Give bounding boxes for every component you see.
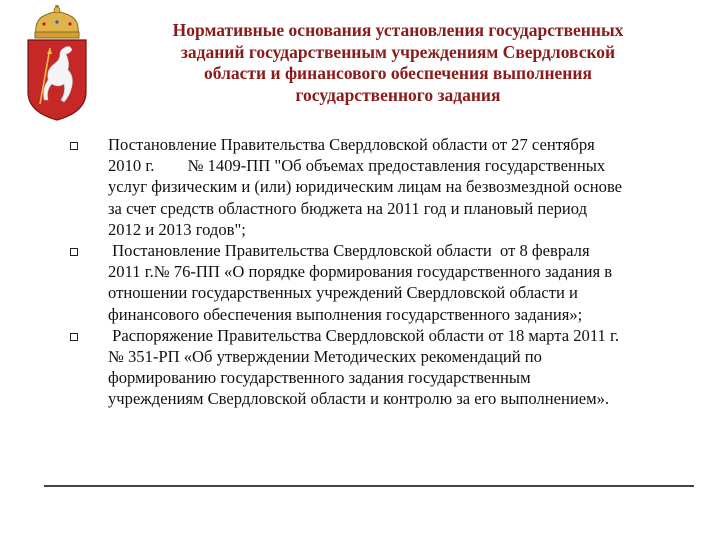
crown-icon	[35, 5, 79, 38]
text-line: формированию государственного задания государственным	[108, 368, 531, 388]
text-line: учреждениям Свердловской области и контролю за его выполнением».	[108, 389, 610, 409]
title-line: государственного задания	[295, 84, 501, 105]
list-item-text	[108, 325, 683, 410]
text-line: 2011 г.№ 76-ПП «О порядке формирования государственного задания в	[108, 262, 613, 282]
text-line: услуг физическим и (или) юридическим лицам на безвозмездной основе	[108, 177, 623, 197]
square-bullet-icon	[70, 248, 78, 256]
text-line: Распоряжение Правительства Свердловской области от 18 марта 2011 г.	[108, 325, 620, 345]
list-item	[0, 134, 720, 240]
coat-of-arms-icon	[20, 4, 94, 122]
text-line: финансового обеспечения выполнения государственного задания»;	[108, 304, 583, 324]
title-line: Нормативные основания установления государственных	[172, 20, 624, 40]
bottom-divider	[44, 485, 694, 487]
square-bullet-icon	[70, 333, 78, 341]
list-item	[0, 325, 720, 410]
text-line: 2012 и 2013 годов";	[108, 219, 246, 239]
document-list	[0, 134, 720, 410]
text-line: Постановление Правительства Свердловской области от 27 сентября	[108, 135, 595, 154]
text-line: Постановление Правительства Свердловской области от 8 февраля	[108, 241, 590, 261]
text-line: отношении государственных учреждений Свердловской области и	[108, 283, 578, 303]
list-item-text	[108, 240, 683, 325]
title-line: области и финансового обеспечения выполнения	[204, 63, 592, 83]
title-line: заданий государственным учреждениям Свердловской	[180, 41, 616, 62]
list-item	[0, 240, 720, 325]
list-item-text	[108, 134, 683, 240]
square-bullet-icon	[70, 142, 78, 150]
page-title	[118, 20, 678, 106]
text-line: 2010 г. № 1409-ПП "Об объемах предоставления государственных	[108, 156, 606, 176]
text-line: за счет средств областного бюджета на 2011 год и плановый период	[108, 198, 588, 218]
text-line: № 351-РП «Об утверждении Методических рекомендаций по	[108, 347, 542, 367]
